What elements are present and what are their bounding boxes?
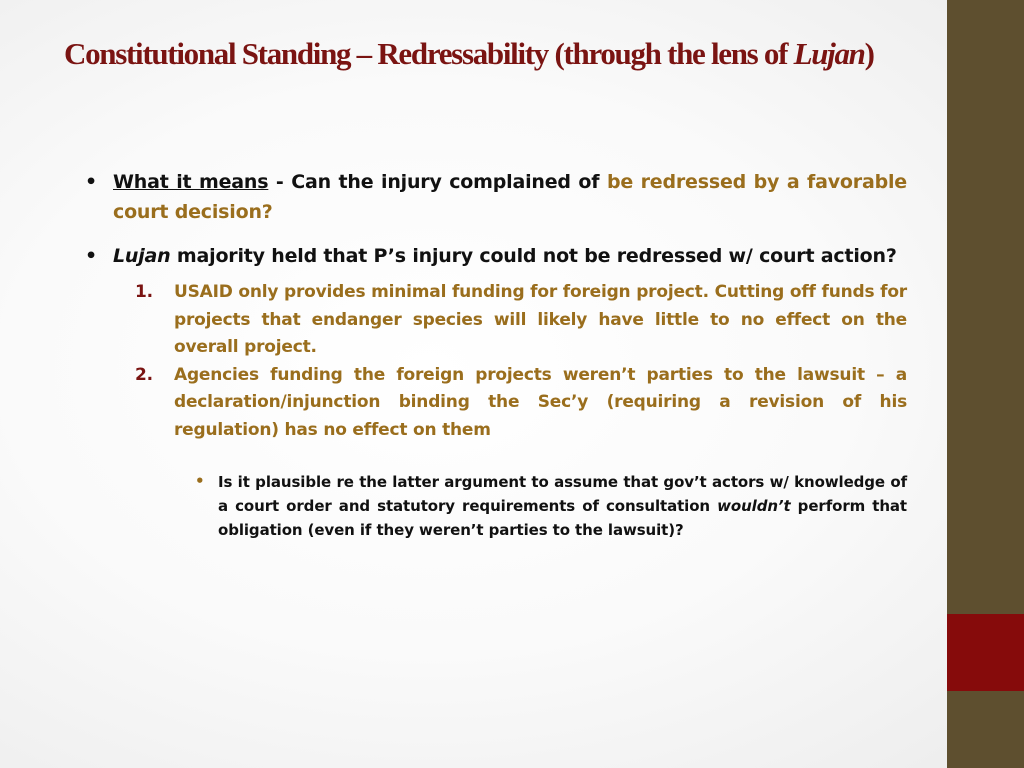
numbered-item <box>85 362 907 445</box>
sub-bullet-item <box>85 470 907 542</box>
bullet-dot-icon: • <box>85 245 97 267</box>
bullet-italic-text: Lujan <box>113 245 171 267</box>
bullet-item <box>85 167 907 227</box>
bullet-dot-icon: • <box>85 171 97 193</box>
bullet-item <box>85 241 907 271</box>
sidebar-accent-block <box>947 614 1024 691</box>
numbered-item <box>85 279 907 362</box>
sub-bullet-italic-text: wouldn’t <box>717 497 791 515</box>
bullet-accent-text: be redressed by a favorable court decision? <box>113 171 907 223</box>
title-end: ) <box>864 36 874 71</box>
bullet-text: majority held that P’s injury could not be redressed w/ court action? <box>170 245 897 267</box>
slide-body <box>85 167 907 542</box>
bullet-label: What it means <box>113 171 269 193</box>
numbered-text: USAID only provides minimal funding for foreign project. Cutting off funds for projects that endanger species will likely have little to no effect on the overall project. <box>174 282 907 357</box>
numbered-text: Agencies funding the foreign projects weren’t parties to the lawsuit – a declaration/injunction binding the Sec’y (requiring a revision of his regulation) has no effect on them <box>174 364 907 440</box>
sub-bullet-dot-icon: • <box>195 472 205 490</box>
title-main: Constitutional Standing – Redressability (through the lens of <box>64 36 794 71</box>
sub-bullet-text: Is it plausible re the latter argument to assume that gov’t actors w/ knowledge of a court order and statutory requirements of consultation <box>218 473 907 515</box>
item-number: 1. <box>135 282 153 302</box>
title-italic: Lujan <box>793 36 865 71</box>
bullet-text: - Can the injury complained of <box>268 171 607 193</box>
slide-title <box>64 34 934 74</box>
sub-bullet-text-end: perform that obligation (even if they weren’t parties to the lawsuit)? <box>218 497 907 539</box>
item-number: 2. <box>135 364 153 385</box>
